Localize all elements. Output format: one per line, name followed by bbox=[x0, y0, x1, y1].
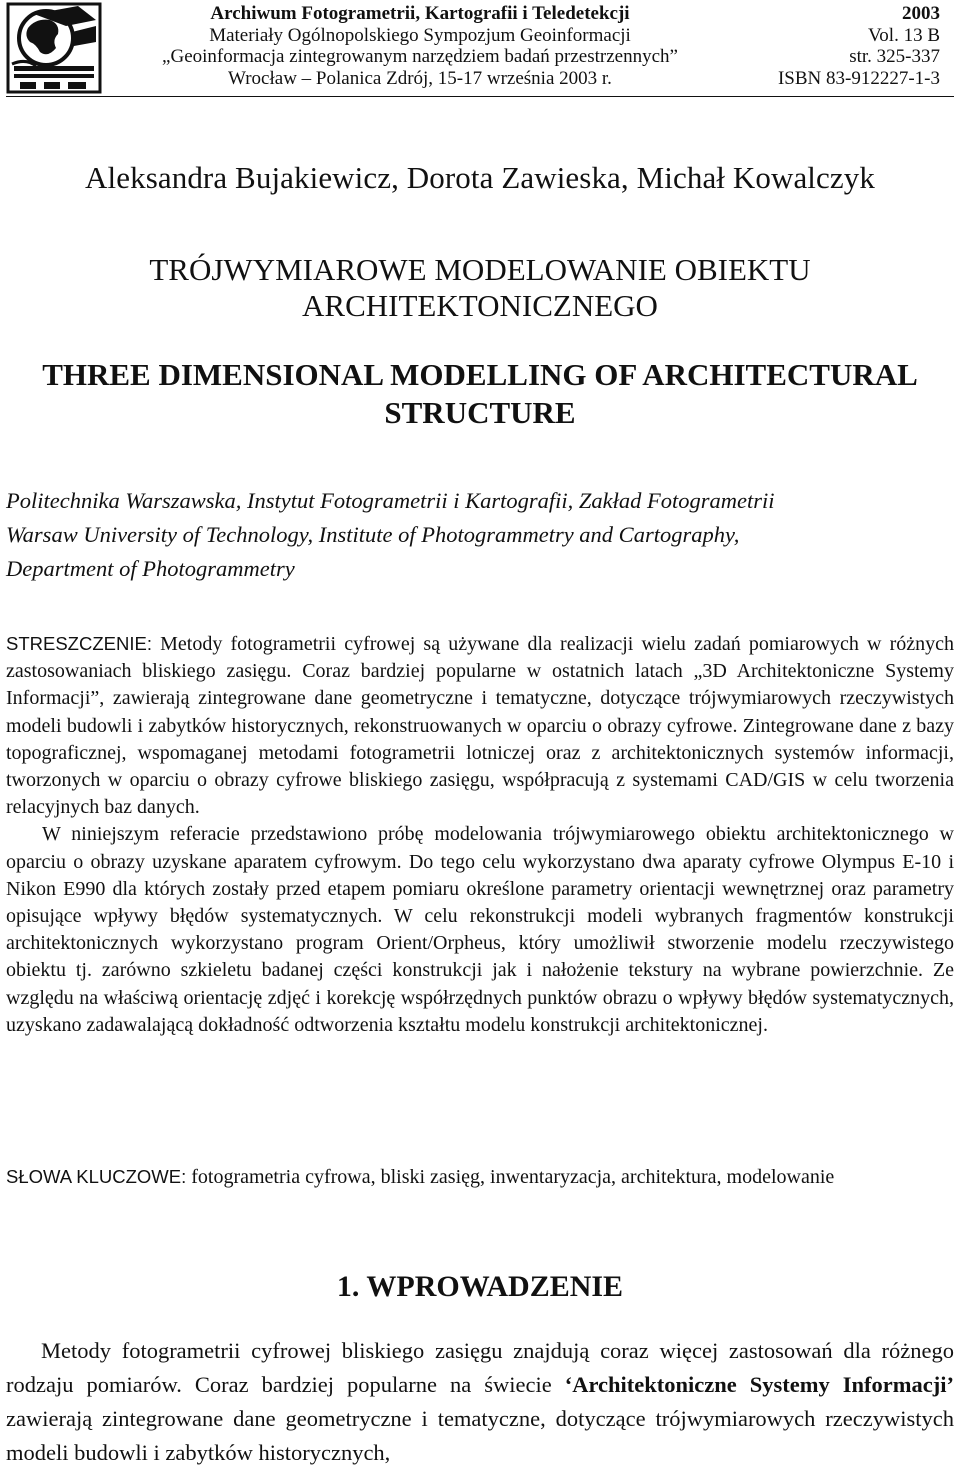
journal-symposium: Materiały Ogólnopolskiego Sympozjum Geoinformacji bbox=[209, 24, 631, 46]
publication-isbn: ISBN 83-912227-1-3 bbox=[777, 67, 940, 89]
title-polish bbox=[0, 252, 960, 324]
publication-year: 2003 bbox=[902, 3, 940, 24]
keywords bbox=[6, 1161, 954, 1193]
publication-volume: Vol. 13 B bbox=[868, 24, 940, 46]
title-english-line-2: STRUCTURE bbox=[384, 395, 576, 430]
abstract-label: STRESZCZENIE: bbox=[6, 633, 152, 654]
keywords-text: fotogrametria cyfrowa, bliski zasięg, inwentaryzacja, architektura, modelowanie bbox=[191, 1166, 835, 1188]
intro-text-end: zawierają zintegrowane dane geometryczne i tematyczne, dotyczące trójwymiarowych rzeczywistych modeli budowli i zabytków historycznych, bbox=[6, 1406, 954, 1465]
abstract-paragraph-2: W niniejszym referacie przedstawiono próbę modelowania trójwymiarowego obiektu architektonicznego w oparciu o obrazy uzyskane aparatem cyfrowym. Do tego celu wykorzystano dwa aparaty cyfrowe Olympus E-10 i Nikon E990 dla których zostały przed etapem pomiaru określone parametry orientacji wewnętrznej oraz parametry opisujące wpływy błędów systematycznych. W celu rekonstrukcji modeli wybranych fragmentów konstrukcji architektonicznych wykorzystano program Orient/Orpheus, który umożliwił stworzenie modelu rzeczywistego obiektu tj. zarówno szkieletu badanej części konstrukcji jak i nałożenie tekstury na wybrane powierzchnie. Ze względu na właściwą orientację zdjęć i korekcję współrzędnych punktów obrazu o wpływy błędów systematycznych, uzyskano zadawalającą dokładność odtworzenia kształtu modelu konstrukcji architektonicznej. bbox=[6, 823, 954, 1036]
intro-text-start: Metody fotogrametrii cyfrowej bliskiego zasięgu znajdują coraz więcej zastosowań dla różnego rodzaju pomiarów. Coraz bardziej popularne na świecie bbox=[6, 1338, 954, 1397]
intro-emphasis: ‘Architektoniczne Systemy Informacji’ bbox=[564, 1372, 954, 1397]
journal-info bbox=[140, 3, 700, 89]
title-polish-line-2: ARCHITEKTONICZNEGO bbox=[302, 288, 658, 323]
society-globe-logo-icon bbox=[6, 2, 102, 94]
journal-title: Archiwum Fotogrametrii, Kartografii i Teledetekcji bbox=[210, 3, 630, 24]
abstract-paragraph-1 bbox=[6, 630, 954, 821]
affiliation bbox=[6, 484, 954, 586]
abstract bbox=[6, 630, 954, 1039]
journal-location-date: Wrocław – Polanica Zdrój, 15-17 września 2003 r. bbox=[228, 67, 612, 89]
publication-pages: str. 325-337 bbox=[849, 46, 940, 67]
section-heading: 1. WPROWADZENIE bbox=[336, 1270, 624, 1303]
intro-body bbox=[6, 1334, 954, 1470]
authors: Aleksandra Bujakiewicz, Dorota Zawieska, Michał Kowalczyk bbox=[85, 160, 875, 195]
title-polish-line-1: TRÓJWYMIAROWE MODELOWANIE OBIEKTU bbox=[149, 252, 811, 287]
journal-theme: „Geoinformacja zintegrowanym narzędziem badań przestrzennych” bbox=[162, 46, 678, 67]
affiliation-line-2: Warsaw University of Technology, Institute of Photogrammetry and Cartography, bbox=[6, 522, 740, 547]
keywords-label: SŁOWA KLUCZOWE: bbox=[6, 1166, 187, 1187]
affiliation-line-3: Department of Photogrammetry bbox=[6, 556, 295, 581]
header-divider bbox=[6, 96, 954, 97]
title-english-line-1: THREE DIMENSIONAL MODELLING OF ARCHITECTURAL bbox=[42, 357, 918, 392]
title-english bbox=[0, 356, 960, 432]
intro-paragraph bbox=[6, 1334, 954, 1470]
publication-info bbox=[700, 3, 940, 89]
abstract-text-1: Metody fotogrametrii cyfrowej są używane dla realizacji wielu zadań pomiarowych w różnych zastosowaniach bliskiego zasięgu. Coraz bardziej popularne w ostatnich latach „3D Architektoniczne Systemy Informacji”, zawierają zintegrowane dane geometryczne i tematyczne, dotyczące trójwymiarowych rzeczywistych modeli budowli i zabytków historycznych, rekonstruowanych w oparciu o obrazy cyfrowe. Zintegrowane dane z bazy topograficznej, wspomaganej metodami fotogrametrii lotniczej oraz z architektonicznych systemów informacji, tworzonych w oparciu o obrazy cyfrowe bliskiego zasięgu, współpracują z systemami CAD/GIS w celu tworzenia relacyjnych baz danych. bbox=[6, 633, 955, 819]
affiliation-line-1: Politechnika Warszawska, Instytut Fotogrametrii i Kartografii, Zakład Fotogrametrii bbox=[6, 488, 775, 513]
